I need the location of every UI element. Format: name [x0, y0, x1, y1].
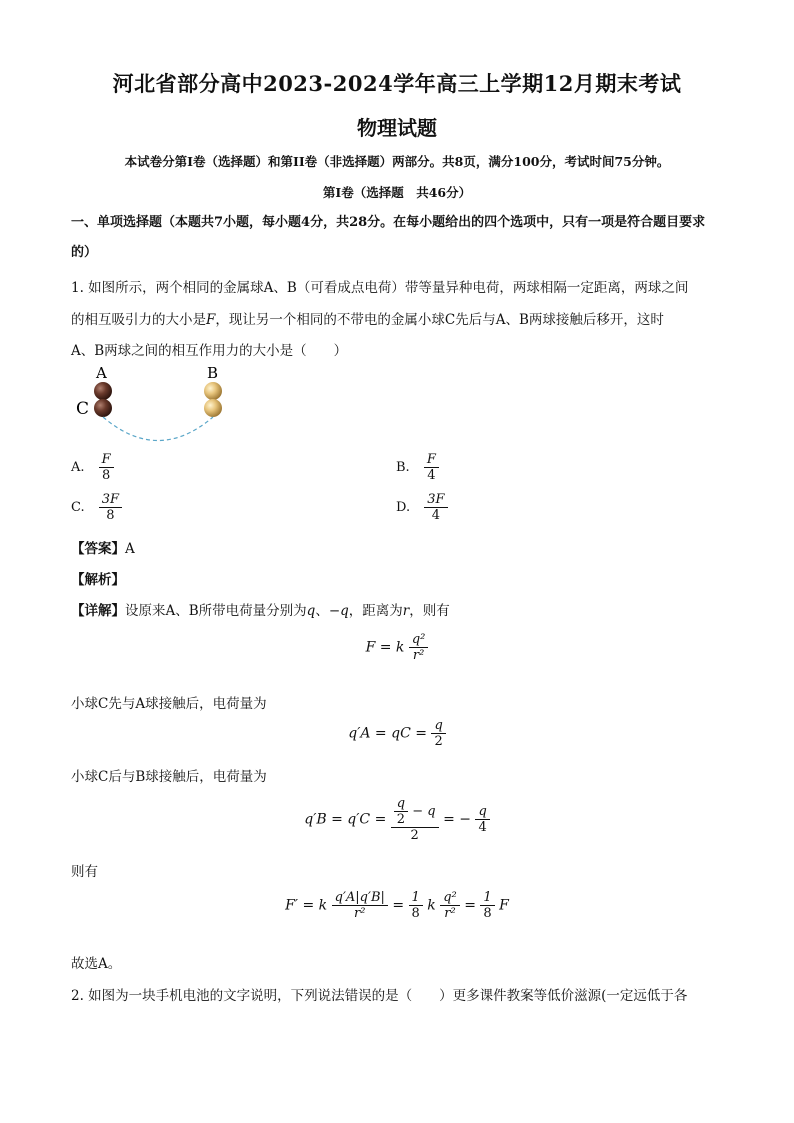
sphere-b — [204, 382, 222, 400]
q1-line-1: 1. 如图所示，两个相同的金属球A、B（可看成点电荷）带等量异种电荷，两球相隔一定距离，两球之间 — [71, 280, 689, 296]
exam-title: 河北省部分高中2023-2024学年高三上学期12月期末考试 — [112, 71, 682, 96]
section-heading: 一、单项选择题（本题共7小题，每小题4分，共28分。在每小题给出的四个选项中，只有一项是符合题目要求的） — [71, 215, 706, 260]
q1-line-2 — [71, 308, 664, 328]
option-a[interactable]: A. $\frac{F}{8}$ — [71, 452, 114, 483]
sphere-a — [94, 382, 112, 400]
transfer-path — [103, 417, 213, 441]
text-then: 则有 — [71, 864, 98, 880]
analysis-tag: 【解析】 — [71, 572, 125, 588]
option-d[interactable]: D. $\frac{3F}{4}$ — [396, 492, 448, 523]
detail-tag: 【详解】 — [71, 603, 125, 619]
answer-tag: 【答案】 — [71, 541, 125, 557]
option-b[interactable]: B. $\frac{F}{4}$ — [396, 452, 439, 483]
part-heading: 第I卷（选择题 共46分） — [322, 185, 472, 200]
option-c[interactable]: C. $\frac{3F}{8}$ — [71, 492, 122, 523]
q1-figure — [70, 362, 240, 444]
label-a: A — [96, 364, 107, 382]
label-b: B — [207, 364, 219, 382]
text-contact-a: 小球C先与A球接触后，电荷量为 — [71, 696, 267, 712]
q1-line-2b: ，现让另一个相同的不带电的金属小球C先后与A、B两球接触后移开，这时 — [215, 312, 664, 328]
exam-subtitle: 物理试题 — [357, 116, 437, 140]
equation-2: q′A = qC = $\frac{q}{2}$ — [0, 718, 794, 749]
sphere-c-at-b — [204, 399, 222, 417]
q2-line-1: 2. 如图为一块手机电池的文字说明，下列说法错误的是（ ）更多课件教案等低价滋源(一定远低于各 — [71, 988, 688, 1004]
q1-line-3: A、B两球之间的相互作用力的大小是（ ） — [71, 343, 348, 359]
answer-line — [71, 537, 135, 557]
answer-value: A — [125, 541, 135, 557]
q1-line-2a: 的相互吸引力的大小是 — [71, 312, 206, 328]
detail-line: 【详解】设原来A、B所带电荷量分别为q、−q，距离为r，则有 — [71, 603, 450, 619]
text-contact-b: 小球C后与B球接触后，电荷量为 — [71, 769, 267, 785]
conclusion: 故选A。 — [71, 956, 122, 972]
equation-1: F = k $\frac{\text{q²}}{\text{r²}}$ — [0, 632, 794, 663]
q1-force-var: F — [206, 312, 216, 328]
label-c: C — [76, 399, 90, 419]
equation-4: F′ = k $\frac{q'A|q'B|}{\text{r²}}$ = $\frac{1}{8}$ k $\frac{\text{q²}}{\text{r²}}$ = $\frac{1}{8}$ F — [285, 890, 509, 921]
exam-intro: 本试卷分第I卷（选择题）和第II卷（非选择题）两部分。共8页，满分100分，考试时间75分钟。 — [124, 154, 670, 169]
equation-3: q′B = q′C = $\frac{q}{2}$ − q 2 = − $\frac{q}{4}$ — [0, 796, 794, 843]
sphere-c — [94, 399, 112, 417]
